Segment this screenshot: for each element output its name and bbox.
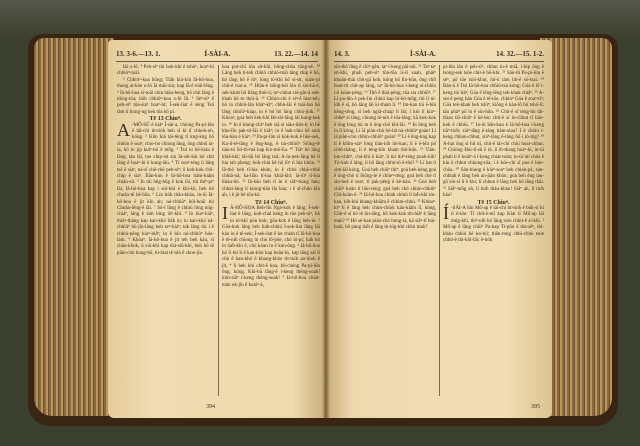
drop-cap: A: [117, 119, 130, 140]
header-left: 13. 3-6.—13. 1.: [116, 50, 161, 58]
verse-text: Â-HÔ-HOA Beh-lîn Ngá-kok ê lâng, Í-sek-liat ê lâng, koh-chài kéng in tōe peh-sìⁿ, hō in tó-khì pún kok; gōa-kok ê lâng beh-in. ² Gōa-kok lâng beh lia̍h-chhiú Í-sek-liat lâng lāi kàu in ê tē-sek; Í-sek-liat ê ke chiah tī Iâ-hô-hoa ê tē-nih chiong in chò lô͘-pōe, chò lú-pí; lia̍h hō in lia̍h-khì ê, chò kóan in ê kun-ông. ³ Iâ-hô-hoa hō lí tùi lí ê kan-khó͘ kap hoân-ló, kap lâng sái lí chò ê kan-khó͘ ê khang-khòe tit-tio̍h an-hioh ê jit, ⁴ lí beh khí chit-ê koa, bô-chéng Pa-pí-lûn ông, kóng, Khi-hū lâng-ê í-keng thêng-soah! kim-siâⁿ í-keng thêng-soah! ⁵ Iâ-hô-hoa chiat-toān ok-jîn ê koáiⁿ-á,: [222, 205, 320, 288]
verse-text: lâi o-lô. ⁴ Peh-sìⁿ tùi hok-khì ê tshùⁿ, hoaⁿ-hí chhiòⁿ-toāi.: [117, 65, 214, 77]
verse-text: -SÀI-A lūn Mô͘-ap ê tāi-chì tit-tio̍h ê bók-sī kì tī ē-tóe. Tī chi̍t-ē-mî kap Kiat tī Mô͘-ap lâi mńg-khì, thiⁿ-ni̍h hō͘ lâng tsòe chhit-ê sí-khì. ² Mô͘-ap ê lâng chiūⁿ Pa-kap Ti-pûn ê tōa-sêⁿ, thì-khàu chhiú bē ko͘-tòi; thâu-mng chhì-chhù tsòe chhit-ê thì-khì-lâi; ê-tióh: [443, 205, 544, 243]
column-2: [222, 65, 320, 289]
running-header: [116, 50, 318, 62]
column-divider: [218, 65, 219, 396]
header-right: 14. 32.—15. 1-2.: [496, 50, 544, 58]
header-right: 13. 22.—14. 14: [274, 50, 318, 58]
verse-text: pí-lûn lâu ê peh-sìⁿ, chhut in-ê miâ, í-kip ōng ê tsong-sek tsōe chit-ê bô-khì. ²³ Sàu-tû Pa-pí-lûn ê sèⁿ, pō͘ tōe tsòi-khut, hō-ū tám bit-ê sò͘-tsai. ²⁴ Bān-ū ê Tsú Iâ-hô-hoa chhiú-tsà kóng; Góa ê lō͘ í-keng tiō tiāⁿ; Góa ê lêng-lêng tek-khak chiâⁿ. ²⁵ A-sut ê peng hān Góa ê tē-tōe, chhiòⁿ Góa ê soaⁿ-tíⁿ; Góa tek-khak beh tshìⁿ; kiōng ê kàu-lô hō tshó͘-lī; tâu pháⁿ pò͘ in ê sin-hūn. ²⁶ Chit-ê sī tèng-hō tâi-thian tāi-chiâⁿ ê kè-bu; chit-ê sī ín-chhut tī bān-kok ê chhiú. ²⁷ In-ūi bān-kun ê Iâ-hô-hoa í-keng tiāⁿ-tio̍h; siáⁿ-lâng ē-tàng tiám-siau? I ê chhiú í-keng chhun-chhut, siáⁿ-lâng ē-tàng hō i tò-tńg? ²⁸ A-hat ông sí hit nî, chit-ê tāi-chì chiū hoat-chhut. ²⁹ Chiòng Hui-li-sū ê tē, lí m̄-thang hoaⁿ-hí, in-ūi phah lí ê koáiⁿ-á í-keng chiat-toān; in-ūi tùi chôa ê kin ē chhut chhong-tôa; i ê kóe-chí sī poe ê hóe-chôa. ³⁰ Sàn-hiong ê kiáⁿ-soaⁿ beh chiah-pá; sàn-chhiah ê lâng beh an-jiân khùn; goá beh ēng iau-gō͘ sio-sí lí ê kin; lí chhun ê lâng beh hō lâng thâi. ³¹ Siâⁿ-mn̂g ah, lí tio̍h thâu-khàu! Siâⁿ ah, lí tio̍h háu!: [443, 65, 544, 199]
chapter-heading: Tē 15 Chiuⁿ.: [477, 199, 510, 206]
verse-text: sìn-thó͘ lâng ê chìⁿ-gêu, taⁿ í-keng pâi-sài. ¹⁵ Taⁿ-taⁿ sit-khì, phah peh-sìⁿ tōa-tōa ū-sî soah, phâiⁿ khoân-thái chit-gā͘ koh, kóng hō lîn-hûn, ōng chi̍t boat-tit chit-ap lâng, taⁿ Iâ-hô-hoa í-keng sí-chhìn í-ê kóan-pêng. ¹⁶ Thô͘ ê thái-pêng; tōa sia chhiûⁿ. ¹⁷ Lí-pa-lûn ê pek-liu chhiú kap ló͘-hō-mn̄g; tùi lí tó-lo̍h ê sî, bô lâng lâi kì-tham lí. ¹⁸ Im-kan tùi ē-bīn kèng-tōng, sī beh ngiâ-chiap lí lâi; i kiò lí kiaⁿ-chhéⁿ sí lâng, chiong tē-nih ê tōa-lâng; kā kok-kok ê ông lóng tùi in ê ông-chō khí-lâi. ¹⁹ In lóng beh ìn lí kóng, Lí iā piàn-chò bô-la̍t ná-chhiūⁿ goán! Lí iā piàn-chò chhin-chhiūⁿ goán! ²⁰ Lí ê êng-kng kap lí ê khîm-siaⁿ lóng tiân-lo̍h im-kan; lí ê ē-bīn pó͘ chhì-thâng, lí ê téng-bīn kham thô͘-kûn. ²¹ Tiān-bin-chhiⁿ, chá-khí ê kiáⁿ, lí tùi thiⁿ-téng poah-lo̍h! Tó-kok ê lâng, lí hō lâng chhò͘-tó ē-thô͘! ²² Lí bat tī sim-lāi kóng, Goá beh chiūⁿ thiⁿ; goá beh kéng goá ê ông-chō tī Siōng-tè ê chheⁿ-téng; goá beh chē tī sin-hoē ê soaⁿ, tī pak-pêng ê kè-kàu. ²³ Goá beh chiūⁿ koân tī hûn-téng; goá beh chò chhin-chhiūⁿ Chì-koân-ê. ²⁴ Iâ-hô-hoa chiah chhiò lí lo̍h-khì im-kan, lo̍h-khì khang-khiām ê chhim-chhù. ²⁵ Khòaⁿ-kìⁿ lí ê lâng beh chim-chiok kàu-kiâm lí, kóng, Chit-ê sī hō tē tín-tāng, hō kok-kok tín-hiâⁿ ê lâng mah? ²⁶ Hō sè-kan piàn-chò hong-iá, kā siâⁿ-tî húi-hoāi, bô pàng lia̍h ê lâng tò-tńg-khì chhù mah?: [334, 65, 436, 231]
left-page: [108, 40, 326, 418]
column-2: [443, 65, 544, 244]
header-left: 14. 3.: [334, 50, 350, 58]
right-page: [326, 40, 552, 418]
chapter-heading: Tē 14 Chiuⁿ.: [255, 199, 287, 206]
chapter-heading: Tē 13 Chiuⁿ.: [149, 116, 182, 123]
header-title: Í-SÀI-A.: [410, 50, 436, 58]
drop-cap: I: [222, 202, 228, 223]
page-number: 395: [531, 404, 540, 410]
drop-cap: Í: [443, 202, 449, 223]
column-divider: [439, 65, 440, 396]
header-title: Í-SÀI-A.: [204, 50, 231, 58]
verse-text: ⁵ Chhiòⁿ-koa hōng; Tiāh kiù-kiù Iâ-hô-hoa, thong ai-kòe o-lô Iâ mūi-sin; kap Iâ-ê toāi-lêng. ⁶ Iâ-hô-hoa sī-toāi chin hiān-beng, hō chit lāng ê tiōng-tōa; tióh chhiòⁿ-koa o-lô Iâ. ⁶ Sèⁿ-sìⁿ ê peh-sìⁿ tōa-siaⁿ hoaⁿ-hí; Í-sek-liat ê sèng Tsú tàm tī tiong-ng kek tōa hō pí.: [117, 77, 214, 115]
column-1: [334, 65, 436, 232]
column-1: [117, 65, 214, 257]
verse-text: -MÔ-SÛ ê kiáⁿ Í-sài-a, chiong Pa-pí-lûn ê tāi-chì tit-tióh beh sí kì tī chhoh-oh, kóng. ² Kûn kiâ tāi-tēng tī kng-kng hō chhùn ê soaⁿ; chio-ho chiong lâng, ōng chhiú ia-ia, hō in jíp kuiⁿ-bō ê mn̂g. ³ Tsú to bē-kiàn ê lâng, tāu lâi, toe chip-sit sin Iâ-sût-kài hō chit lâng ê hoaⁿ-hí ê kong-iāu. ⁴ Tī soaⁿ-téng ū lâng tsē ê siaⁿ, ná-sī chē-chē peh-sìⁿ; ū kok-kok chū-chip ê siaⁿ. Bān-kun ê Iâ-hô-hoa tiám-kiám chiàn-sū. ⁵ In tùi hn̄g-hn̄g ê kok lâi, tùi thiⁿ-piⁿ lâi, Iâ-hô-hoa kap i siū-khì ê khì-kū, beh hō choân-tē bê-bôa. ⁶ Lín tióh thâu-khàu, in-ūi Iâ-hô-hoa ê jit kīn ah; ná-chhiūⁿ húi-hoāi tùi Choân-lêng-ê lâi. ⁷ Só͘-í lâng ê chhiú lóng nńg-chiáⁿ, lâng ê sim lóng iûⁿ-khì. ⁸ In kiaⁿ-hiâⁿ, thiàⁿ-thàng kap kan-khó͘ liâh in; in kan-khó͘ ná-chhiūⁿ hū-jîn-lâng beh seⁿ-kiáⁿ; ta̍k lâng tùi i ê chhiú-pêng kiaⁿ-hiâⁿ; in ê bīn ná-chhiūⁿ hóe-iām. ⁹ Khòaⁿ, Iâ-hô-hoa ê jit teh beh kàu, sī chàn-khok, ū siū-khì kap tōa-siū-khì, beh hō tē piàn-chò hong-bô, tû-biat tē-nih ê choe-jîn.: [117, 122, 214, 256]
book-gutter: [322, 40, 330, 420]
page-edges-left: [34, 38, 114, 416]
page-number: 394: [206, 404, 215, 410]
verse-text: hoa put-chí tōa sit-khì, bōng-chōa tông-sê. ²⁴ Lâng beh tī-teh chhiò chhiò-toāi lâng chip ê hō, hō lâng hō ê iûⁿ, lóng tō-khì hō sí-sit, siám-pí chit-ê tsai-a. ²⁵ Hiān-ê tiōng-kèi lâu tī sió-hā-ê, sek-khah hō liâng thói-ū; taⁿ-chhut sió-gín-á sek-khah hō to thói-ū. ²⁶ Chhiò-chi ê sìⁿ-ê hiat-teh; hō in chhiú-lân khàⁿ-kìⁿ; chhù-lāi ê tsái-lan hō lâng chhiûⁿ-kiap, in ê bó͘ hō lâng chhú-jio̍k. ²⁷ Khòaⁿ, goá beh kek-khí Bé-tāi-lâng lâi kong-kek in. ²⁸ In ê kiong-chìⁿ beh siā sí siàu-liân-ê; in bē kho͘-lîn pak-tó͘-lāi ê kiáⁿ; in ê bak-chiu bē sioh tōa-hàn ê kiáⁿ. ²⁹ Pa-pí-lûn sī kok-kok ê hôe-sek, Ka-lí-tè-lâng ê êng-kng, ē ná-chhiūⁿ Siōng-tè tián-tó Só͘-tô͘-má kap Ko-mô͘-lia. ³⁰ Tiāⁿ bô lâng khiā-khí; tāi-tāi bô lâng toā; A-la-pek-lâng bē tī hia tah pheng; bo͘k-chiá bē hō iûⁿ tī hia khùn. ³¹ Iā-thò͘ beh tī-hia khùn, in ê chhù chhē-chhē chhiâ-nâ; ka-liâu tī-hia khiā-khí; iâ-iûⁿ tī-hia thiàu-bú. ³² Iā-káu beh tī in ê siâⁿ-tiong háu; chhài-láng tī kiong-tiān lâi háu; i ê sî-chūn kīn ah, i ê jit bē tôa-kú.: [222, 65, 320, 199]
running-header: [334, 50, 544, 62]
